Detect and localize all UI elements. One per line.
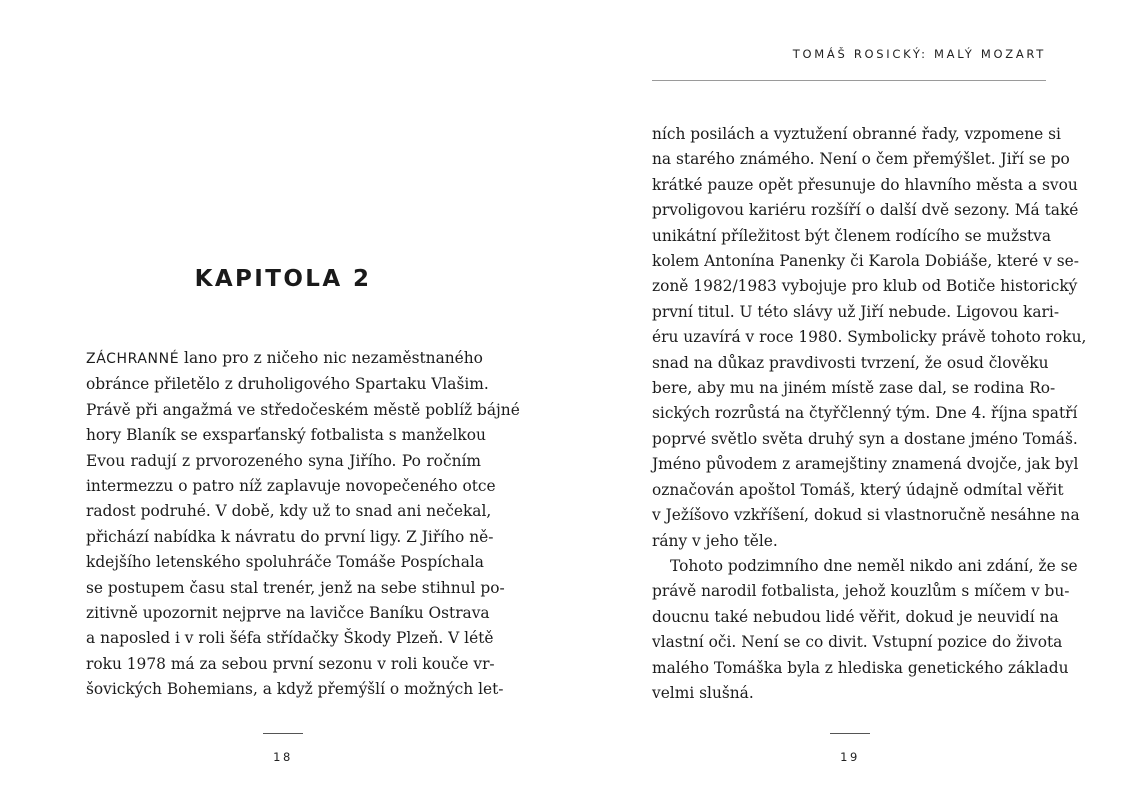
text-line: Tohoto podzimního dne neměl nikdo ani zdání, že se (670, 556, 1078, 575)
page-number: 19 (840, 750, 860, 764)
chapter-body-text (652, 122, 1087, 706)
text-line: se postupem času stal trenér, jenž na sebe stihnul po- (86, 578, 505, 597)
paragraph (652, 122, 1087, 554)
running-head: TOMÁŠ ROSICKÝ: MALÝ MOZART (792, 47, 1046, 61)
text-line: poprvé světlo světa druhý syn a dostane jméno Tomáš. (652, 429, 1078, 448)
text-line: právě narodil fotbalista, jehož kouzlům s míčem v bu- (652, 582, 1070, 601)
text-line: Evou radují z prvorozeného syna Jiřího. Po ročním (86, 451, 481, 470)
text-line: bere, aby mu na jiném místě zase dal, se rodina Ro- (652, 379, 1056, 398)
text-line: vlastní oči. Není se co divit. Vstupní pozice do života (652, 633, 1063, 652)
text-line: v Ježíšovo vzkříšení, dokud si vlastnoručně nesáhne na (652, 506, 1080, 525)
paragraph (652, 554, 1078, 706)
text-line: ních posilách a vyztužení obranné řady, vzpomene si (652, 125, 1061, 143)
text-line: na starého známého. Není o čem přemýšlet. Jiří se po (652, 150, 1070, 169)
text-line: kdejšího letenského spoluhráče Tomáše Pospíchala (86, 553, 484, 572)
text-line: velmi slušná. (652, 683, 754, 702)
text-line: označován apoštol Tomáš, který údajně odmítal věřit (652, 480, 1064, 499)
header-rule (652, 80, 1046, 81)
text-line: šovických Bohemians, a když přemýšlí o možných let- (86, 680, 504, 699)
chapter-body-text (86, 346, 520, 703)
text-line: zoně 1982/1983 vybojuje pro klub od Botiče historický (652, 277, 1078, 296)
text-line: Jméno původem z aramejštiny znamená dvojče, jak byl (652, 455, 1079, 474)
text-line: malého Tomáška byla z hlediska genetického základu (652, 658, 1069, 677)
right-page (566, 0, 1131, 800)
text-line: krátké pauze opět přesunuje do hlavního města a svou (652, 175, 1078, 194)
text-line: sických rozrůstá na čtyřčlenný tým. Dne 4. října spatří (652, 404, 1078, 423)
lead-word: ZÁCHRANNÉ (86, 351, 180, 367)
text-line: snad na důkaz pravdivosti tvrzení, že osud člověku (652, 353, 1049, 372)
text-line: intermezzu o patro níž zaplavuje novopečeného otce (86, 477, 496, 496)
text-line: prvoligovou kariéru rozšíří o další dvě sezony. Má také (652, 201, 1079, 220)
left-page (0, 0, 565, 800)
paragraph (86, 346, 520, 703)
text-line: Právě při angažmá ve středočeském městě poblíž bájné (86, 400, 520, 419)
text-line: unikátní příležitost být členem rodícího se mužstva (652, 226, 1052, 245)
text-line: ZÁCHRANNÉ lano pro z ničeho nic nezaměstnaného (86, 349, 483, 367)
footer-rule (263, 733, 303, 734)
text-line: rány v jeho těle. (652, 531, 778, 550)
chapter-title: KAPITOLA 2 (194, 266, 372, 292)
text-line: doucnu také nebudou lidé věřit, dokud je neuvidí na (652, 607, 1059, 626)
footer-rule (830, 733, 870, 734)
text-line: éru uzavírá v roce 1980. Symbolicky právě tohoto roku, (652, 328, 1087, 347)
text-line: radost podruhé. V době, kdy už to snad ani nečekal, (86, 502, 492, 521)
page-number: 18 (273, 750, 293, 764)
text-line: zitivně upozornit nejprve na lavičce Baníku Ostrava (86, 604, 490, 623)
text-line: hory Blaník se exsparťanský fotbalista s manželkou (86, 426, 486, 445)
text-line: první titul. U této slávy už Jiří nebude. Ligovou kari- (652, 302, 1060, 321)
text-line: roku 1978 má za sebou první sezonu v roli kouče vr- (86, 654, 495, 673)
text-line: přichází nabídka k návratu do první ligy. Z Jiřího ně- (86, 527, 494, 546)
text-line: obránce přiletělo z druholigového Spartaku Vlašim. (86, 375, 489, 394)
text-line: a naposled i v roli šéfa střídačky Škody Plzeň. V létě (86, 629, 494, 648)
text-line: kolem Antonína Panenky či Karola Dobiáše, které v se- (652, 252, 1079, 271)
